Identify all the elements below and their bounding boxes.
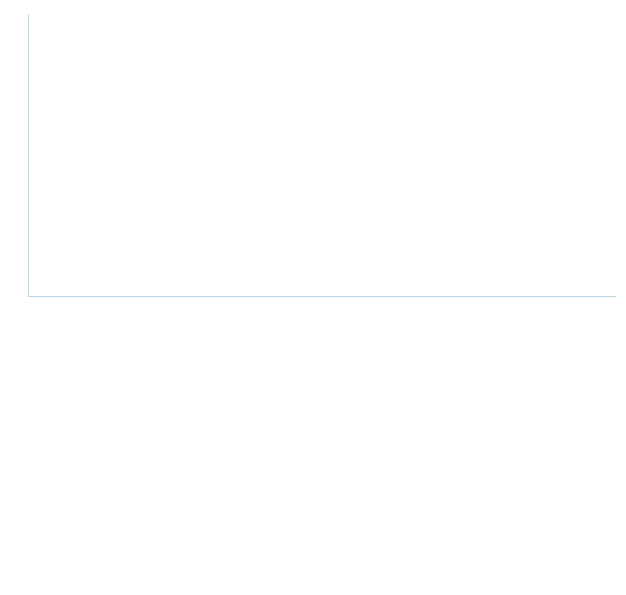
cycle-day-axis <box>28 430 616 444</box>
marker-rows <box>28 322 616 432</box>
month-labels <box>28 446 616 462</box>
chart-x-axis <box>28 300 616 316</box>
chart-plot-area <box>28 14 616 297</box>
